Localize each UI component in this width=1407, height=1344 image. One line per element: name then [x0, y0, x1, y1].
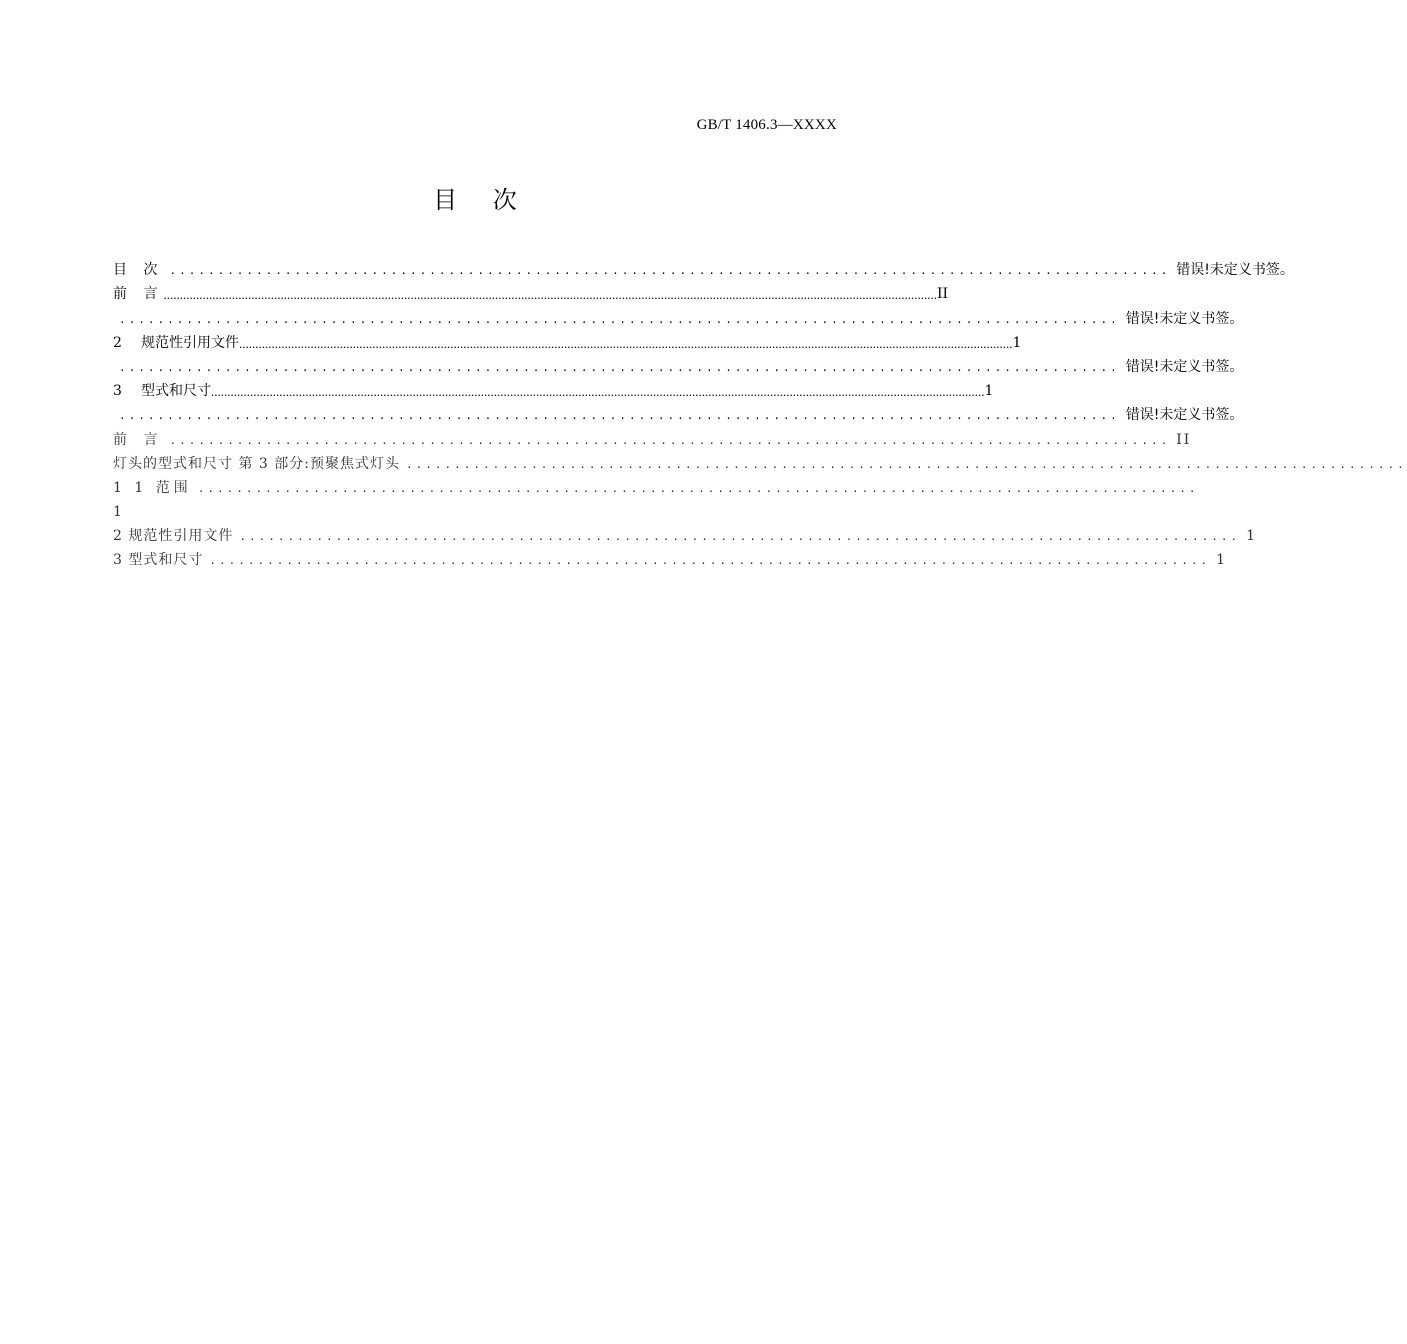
toc-leader: ........................................................................................................: [119, 360, 1120, 374]
toc-entry-label: 灯头的型式和尺寸 第 3 部分:预聚焦式灯头: [113, 455, 400, 472]
toc-entry[interactable]: [113, 377, 994, 401]
toc-entry-number: 3: [113, 383, 122, 400]
toc-entry-page: 错误!未定义书签。: [1125, 407, 1244, 424]
toc-entry[interactable]: [113, 280, 949, 304]
toc-leader: ........................................................................................................: [169, 433, 1171, 447]
toc-entry[interactable]: [113, 498, 861, 522]
toc-entry-page: 1: [984, 383, 994, 400]
toc-entry[interactable]: [113, 304, 1244, 328]
toc-entry-label: 规范性引用文件: [141, 334, 239, 351]
toc-entry-page: 错误!未定义书签。: [1176, 262, 1294, 279]
toc-entry[interactable]: [113, 401, 1244, 425]
toc-entry-page: II: [936, 286, 949, 303]
toc-leader: ..............................................................................................................................................................................................................................................: [163, 287, 937, 303]
toc-entry-label: 1: [113, 504, 122, 521]
toc-entry[interactable]: [113, 353, 1244, 377]
toc-entry-label: 前 言: [113, 286, 164, 303]
toc-leader: ........................................................................................................: [169, 264, 1171, 278]
toc-leader: ........................................................................................................: [209, 554, 1211, 568]
toc-leader: ........................................................................................................: [119, 312, 1120, 326]
toc-entry-label: 目 次: [113, 262, 164, 279]
toc-leader: ........................................................................................................: [119, 409, 1120, 423]
toc-entry-page: 1: [1246, 528, 1256, 545]
toc-entry[interactable]: [113, 329, 1022, 353]
toc-entry-label: 1 1 范围: [113, 479, 192, 496]
toc-entry[interactable]: [113, 256, 1294, 280]
toc-entry-page: 错误!未定义书签。: [1125, 358, 1244, 375]
toc-entry-page: II: [1176, 431, 1192, 448]
toc-entry-number: 2: [113, 334, 122, 351]
toc-leader: ........................................................................................................: [239, 530, 1241, 544]
toc-entry-label: 3 型式和尺寸: [113, 552, 204, 569]
table-of-contents: [113, 256, 1407, 570]
toc-entry[interactable]: [113, 425, 1192, 449]
toc-leader: ..............................................................................................................................................................................................................................................: [211, 384, 985, 400]
toc-title: 目 次: [433, 186, 531, 214]
toc-leader: ........................................................................................................: [405, 457, 1407, 471]
toc-leader: ........................................................................................................: [197, 481, 1199, 495]
toc-entry[interactable]: [113, 522, 1256, 546]
toc-entry-label: 前 言: [113, 431, 164, 448]
toc-entry-page: 1: [1012, 334, 1022, 351]
toc-leader: ..............................................................................................................................................................................................................................................: [239, 335, 1013, 351]
toc-entry-label: 型式和尺寸: [141, 383, 211, 400]
toc-entry[interactable]: [113, 450, 1407, 474]
toc-entry[interactable]: [113, 474, 1199, 498]
toc-entry[interactable]: [113, 546, 1226, 570]
toc-entry-label: 2 规范性引用文件: [113, 528, 234, 545]
toc-entry-page: 1: [1216, 552, 1226, 569]
standard-code: GB/T 1406.3—XXXX: [696, 117, 837, 133]
toc-entry-page: 错误!未定义书签。: [1125, 310, 1244, 327]
